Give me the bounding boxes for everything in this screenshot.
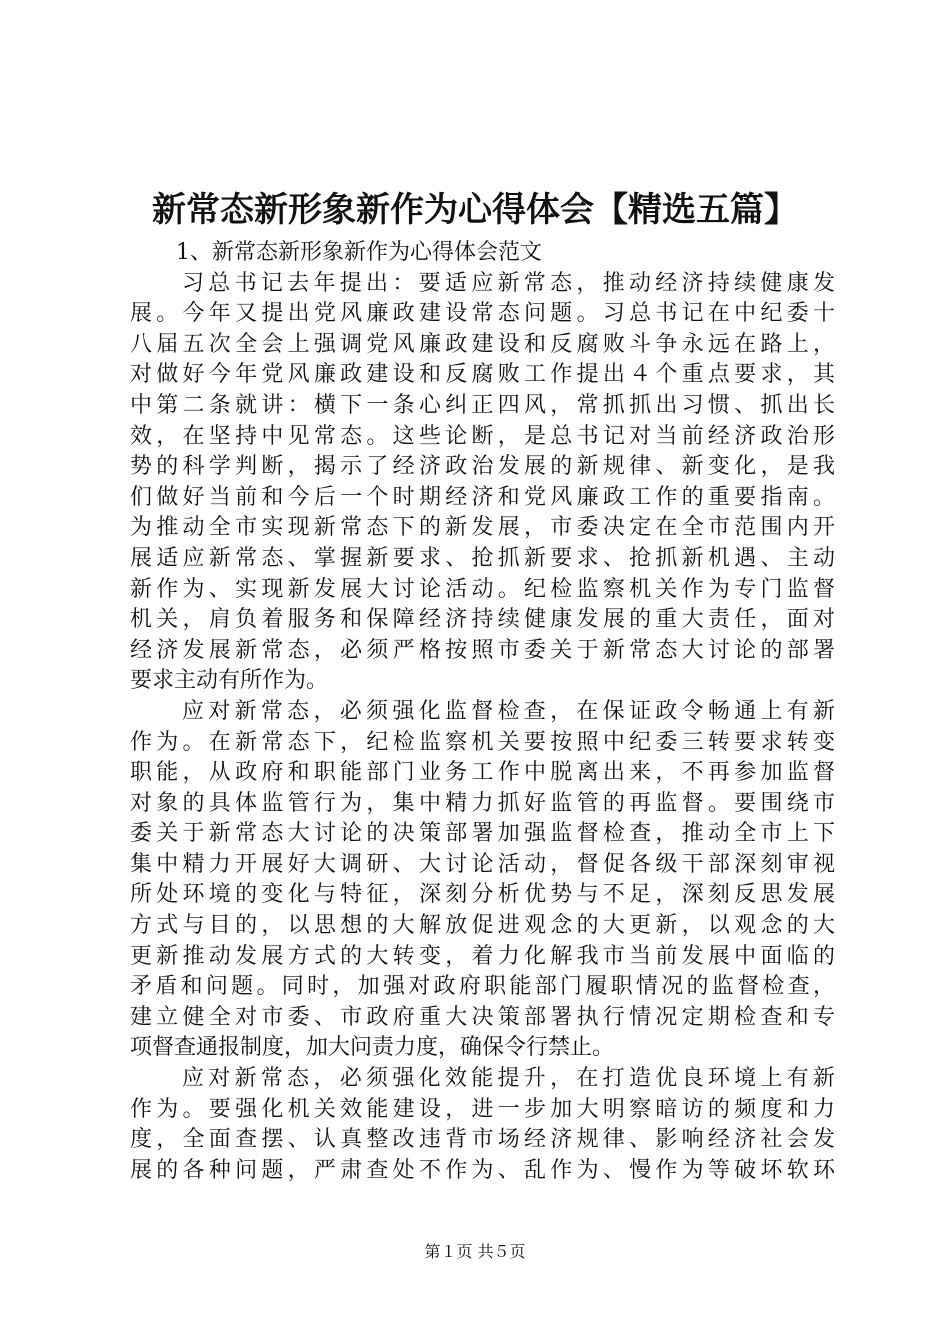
section-heading: 1、新常态新形象新作为心得体会范文 xyxy=(176,240,542,265)
paragraph-line: 八届五次全会上强调党风廉政建设和反腐败斗争永远在路上， xyxy=(130,331,835,357)
paragraph-line: 对做好今年党风廉政建设和反腐败工作提出４个重点要求，其 xyxy=(130,362,835,388)
page-number-footer: 第１页 共５页 xyxy=(424,1242,526,1261)
paragraph-line: 要求主动有所作为。 xyxy=(130,668,329,694)
paragraph-line: 更新推动发展方式的大转变，着力化解我市当前发展中面临的 xyxy=(130,943,835,969)
paragraph-line: 新作为、实现新发展大讨论活动。纪检监察机关作为专门监督 xyxy=(130,576,835,602)
paragraph-line: 展的各种问题，严肃查处不作为、乱作为、慢作为等破坏软环 xyxy=(130,1157,835,1183)
paragraph-line: 展适应新常态、掌握新要求、抢抓新要求、抢抓新机遇、主动 xyxy=(130,545,835,571)
paragraph-line: 作为。要强化机关效能建设，进一步加大明察暗访的频度和力 xyxy=(130,1096,835,1122)
paragraph-line: 所处环境的变化与特征，深刻分析优势与不足，深刻反思发展 xyxy=(130,882,835,908)
paragraph-line: 作为。在新常态下，纪检监察机关要按照中纪委三转要求转变 xyxy=(130,729,835,755)
paragraph-line: 职能，从政府和职能部门业务工作中脱离出来，不再参加监督 xyxy=(130,760,835,786)
paragraph-line: 机关，肩负着服务和保障经济持续健康发展的重大责任，面对 xyxy=(130,607,835,633)
paragraph-line: 们做好当前和今后一个时期经济和党风廉政工作的重要指南。 xyxy=(130,484,835,510)
paragraph-line: 委关于新常态大讨论的决策部署加强监督检查，推动全市上下 xyxy=(130,821,835,847)
paragraph-line: 势的科学判断，揭示了经济政治发展的新规律、新变化，是我 xyxy=(130,454,835,480)
paragraph-line: 集中精力开展好大调研、大讨论活动，督促各级干部深刻审视 xyxy=(130,851,835,877)
paragraph-line: 应对新常态，必须强化效能提升，在打造优良环境上有新 xyxy=(182,1066,835,1092)
paragraph-line: 项督查通报制度，加大问责力度，确保令行禁止。 xyxy=(130,1035,615,1061)
document-title: 新常态新形象新作为心得体会【精选五篇】 xyxy=(152,190,798,230)
document-body xyxy=(130,238,835,1186)
paragraph-line: 中第二条就讲：横下一条心纠正四风，常抓抓出习惯、抓出长 xyxy=(130,392,835,418)
paragraph-line: 为推动全市实现新常态下的新发展，市委决定在全市范围内开 xyxy=(130,515,835,541)
paragraph-line: 习总书记去年提出：要适应新常态，推动经济持续健康发 xyxy=(182,270,835,296)
paragraph-line: 矛盾和问题。同时，加强对政府职能部门履职情况的监督检查， xyxy=(130,974,835,1000)
paragraph-line: 经济发展新常态，必须严格按照市委关于新常态大讨论的部署 xyxy=(130,637,835,663)
paragraph-line: 建立健全对市委、市政府重大决策部署执行情况定期检查和专 xyxy=(130,1004,835,1030)
paragraph-line: 效，在坚持中见常态。这些论断，是总书记对当前经济政治形 xyxy=(130,423,835,449)
paragraph-line: 应对新常态，必须强化监督检查，在保证政令畅通上有新 xyxy=(182,698,835,724)
paragraph-line: 度，全面查摆、认真整改违背市场经济规律、影响经济社会发 xyxy=(130,1127,835,1153)
paragraph-line: 方式与目的，以思想的大解放促进观念的大更新，以观念的大 xyxy=(130,913,835,939)
paragraph-line: 对象的具体监管行为，集中精力抓好监管的再监督。要围绕市 xyxy=(130,790,835,816)
paragraph-line: 展。今年又提出党风廉政建设常态问题。习总书记在中纪委十 xyxy=(130,301,835,327)
